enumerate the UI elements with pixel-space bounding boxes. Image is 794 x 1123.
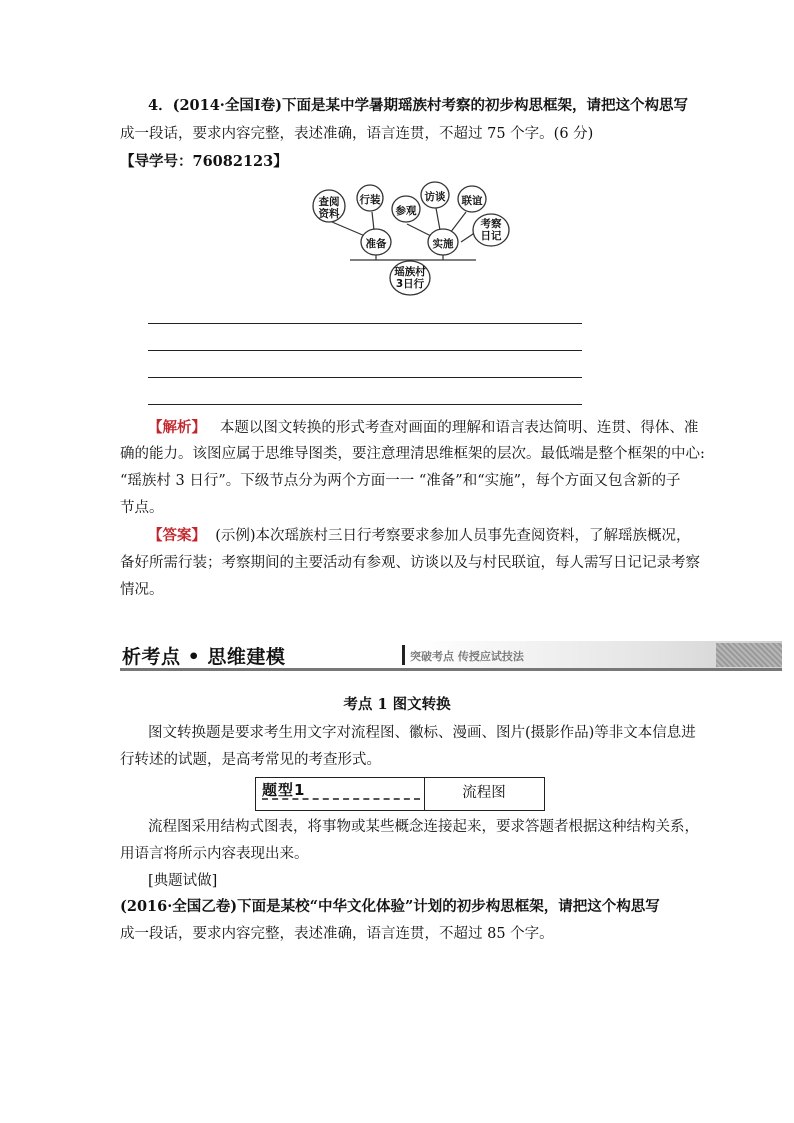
answer-line-text-1: 【答案】 (示例)本次瑶族村三日行考察要求参加人员事先查阅资料，了解瑶族概况， [148, 527, 691, 544]
question-4-line-1: 4．(2014·全国Ⅰ卷)下面是某中学暑期瑶族村考察的初步构思框架，请把这个构思写 [148, 97, 688, 114]
flow-line-1: 流程图采用结构式图表，将事物或某些概念连接起来，要求答题者根据这种结构关系， [148, 819, 699, 835]
node-label-implement-child-3: 考察 日记 [480, 218, 502, 242]
node-label-prepare-child-1: 行装 [359, 194, 381, 206]
section-heading: 考点 1 图文转换 [343, 696, 451, 713]
node-label-implement: 实施 [432, 238, 454, 250]
analysis-line-3: “瑶族村 3 日行”。下级节点分为两个方面一一 “准备”和“实施”，每个方面又包含新的子 [120, 473, 681, 489]
answer-line-1[interactable] [148, 323, 582, 324]
answer-line-3[interactable] [148, 377, 582, 378]
section-banner [120, 641, 782, 669]
node-label-implement-child-0: 参观 [395, 205, 417, 217]
guide-number: 【导学号：76082123】 [120, 153, 288, 170]
intro-line-2: 行转述的试题，是高考常见的考查形式。 [120, 752, 381, 768]
node-label-prepare: 准备 [365, 238, 387, 250]
answer-line-text-2: 备好所需行装；考察期间的主要活动有参观、访谈以及与村民联谊，每人需写日记记录考察 [120, 555, 700, 571]
flow-line-2: 用语言将所示内容表现出来。 [120, 846, 309, 862]
analysis-tag: 【解析】 [148, 419, 206, 436]
node-label-prepare-child-0: 查阅 资料 [318, 196, 340, 220]
node-label-implement-child-2: 联谊 [461, 195, 483, 207]
example-line-2: 成一段话，要求内容完整，表述准确，语言连贯，不超过 85 个字。 [120, 926, 554, 942]
question-type-table [255, 777, 545, 811]
analysis-line-4: 节点。 [120, 500, 164, 516]
node-label-root: 瑶族村 3日行 [394, 266, 426, 290]
banner-title: 析考点 • 思维建模 [122, 646, 286, 668]
banner-pattern-block [716, 643, 782, 667]
question-type-value: 流程图 [462, 785, 506, 801]
answer-line-4[interactable] [148, 404, 582, 405]
question-type-dash [262, 798, 420, 800]
answer-line-text-3: 情况。 [120, 582, 164, 598]
example-line-1: (2016·全国乙卷)下面是某校“中华文化体验”计划的初步构思框架，请把这个构思写 [120, 898, 660, 915]
answer-tag: 【答案】 [148, 527, 206, 544]
answer-line-2[interactable] [148, 350, 582, 351]
node-label-implement-child-1: 访谈 [424, 191, 446, 203]
analysis-line-1: 【解析】 本题以图文转换的形式考查对画面的理解和语言表达简明、连贯、得体、准 [148, 419, 699, 436]
example-label: [典题试做] [148, 873, 218, 889]
banner-subtitle: 突破考点 传授应试技法 [410, 650, 524, 663]
question-type-cell-label [256, 778, 425, 810]
analysis-line-2: 确的能力。该图应属于思维导图类，要注意理清思维框架的层次。最低端是整个框架的中心: [120, 446, 705, 462]
banner-divider [402, 645, 405, 665]
question-4-line-2: 成一段话，要求内容完整，表述准确，语言连贯，不超过 75 个字。(6 分) [120, 126, 594, 142]
question-type-label: 题型1 [262, 781, 306, 799]
intro-line-1: 图文转换题是要求考生用文字对流程图、徽标、漫画、图片(摄影作品)等非文本信息进 [148, 725, 696, 741]
